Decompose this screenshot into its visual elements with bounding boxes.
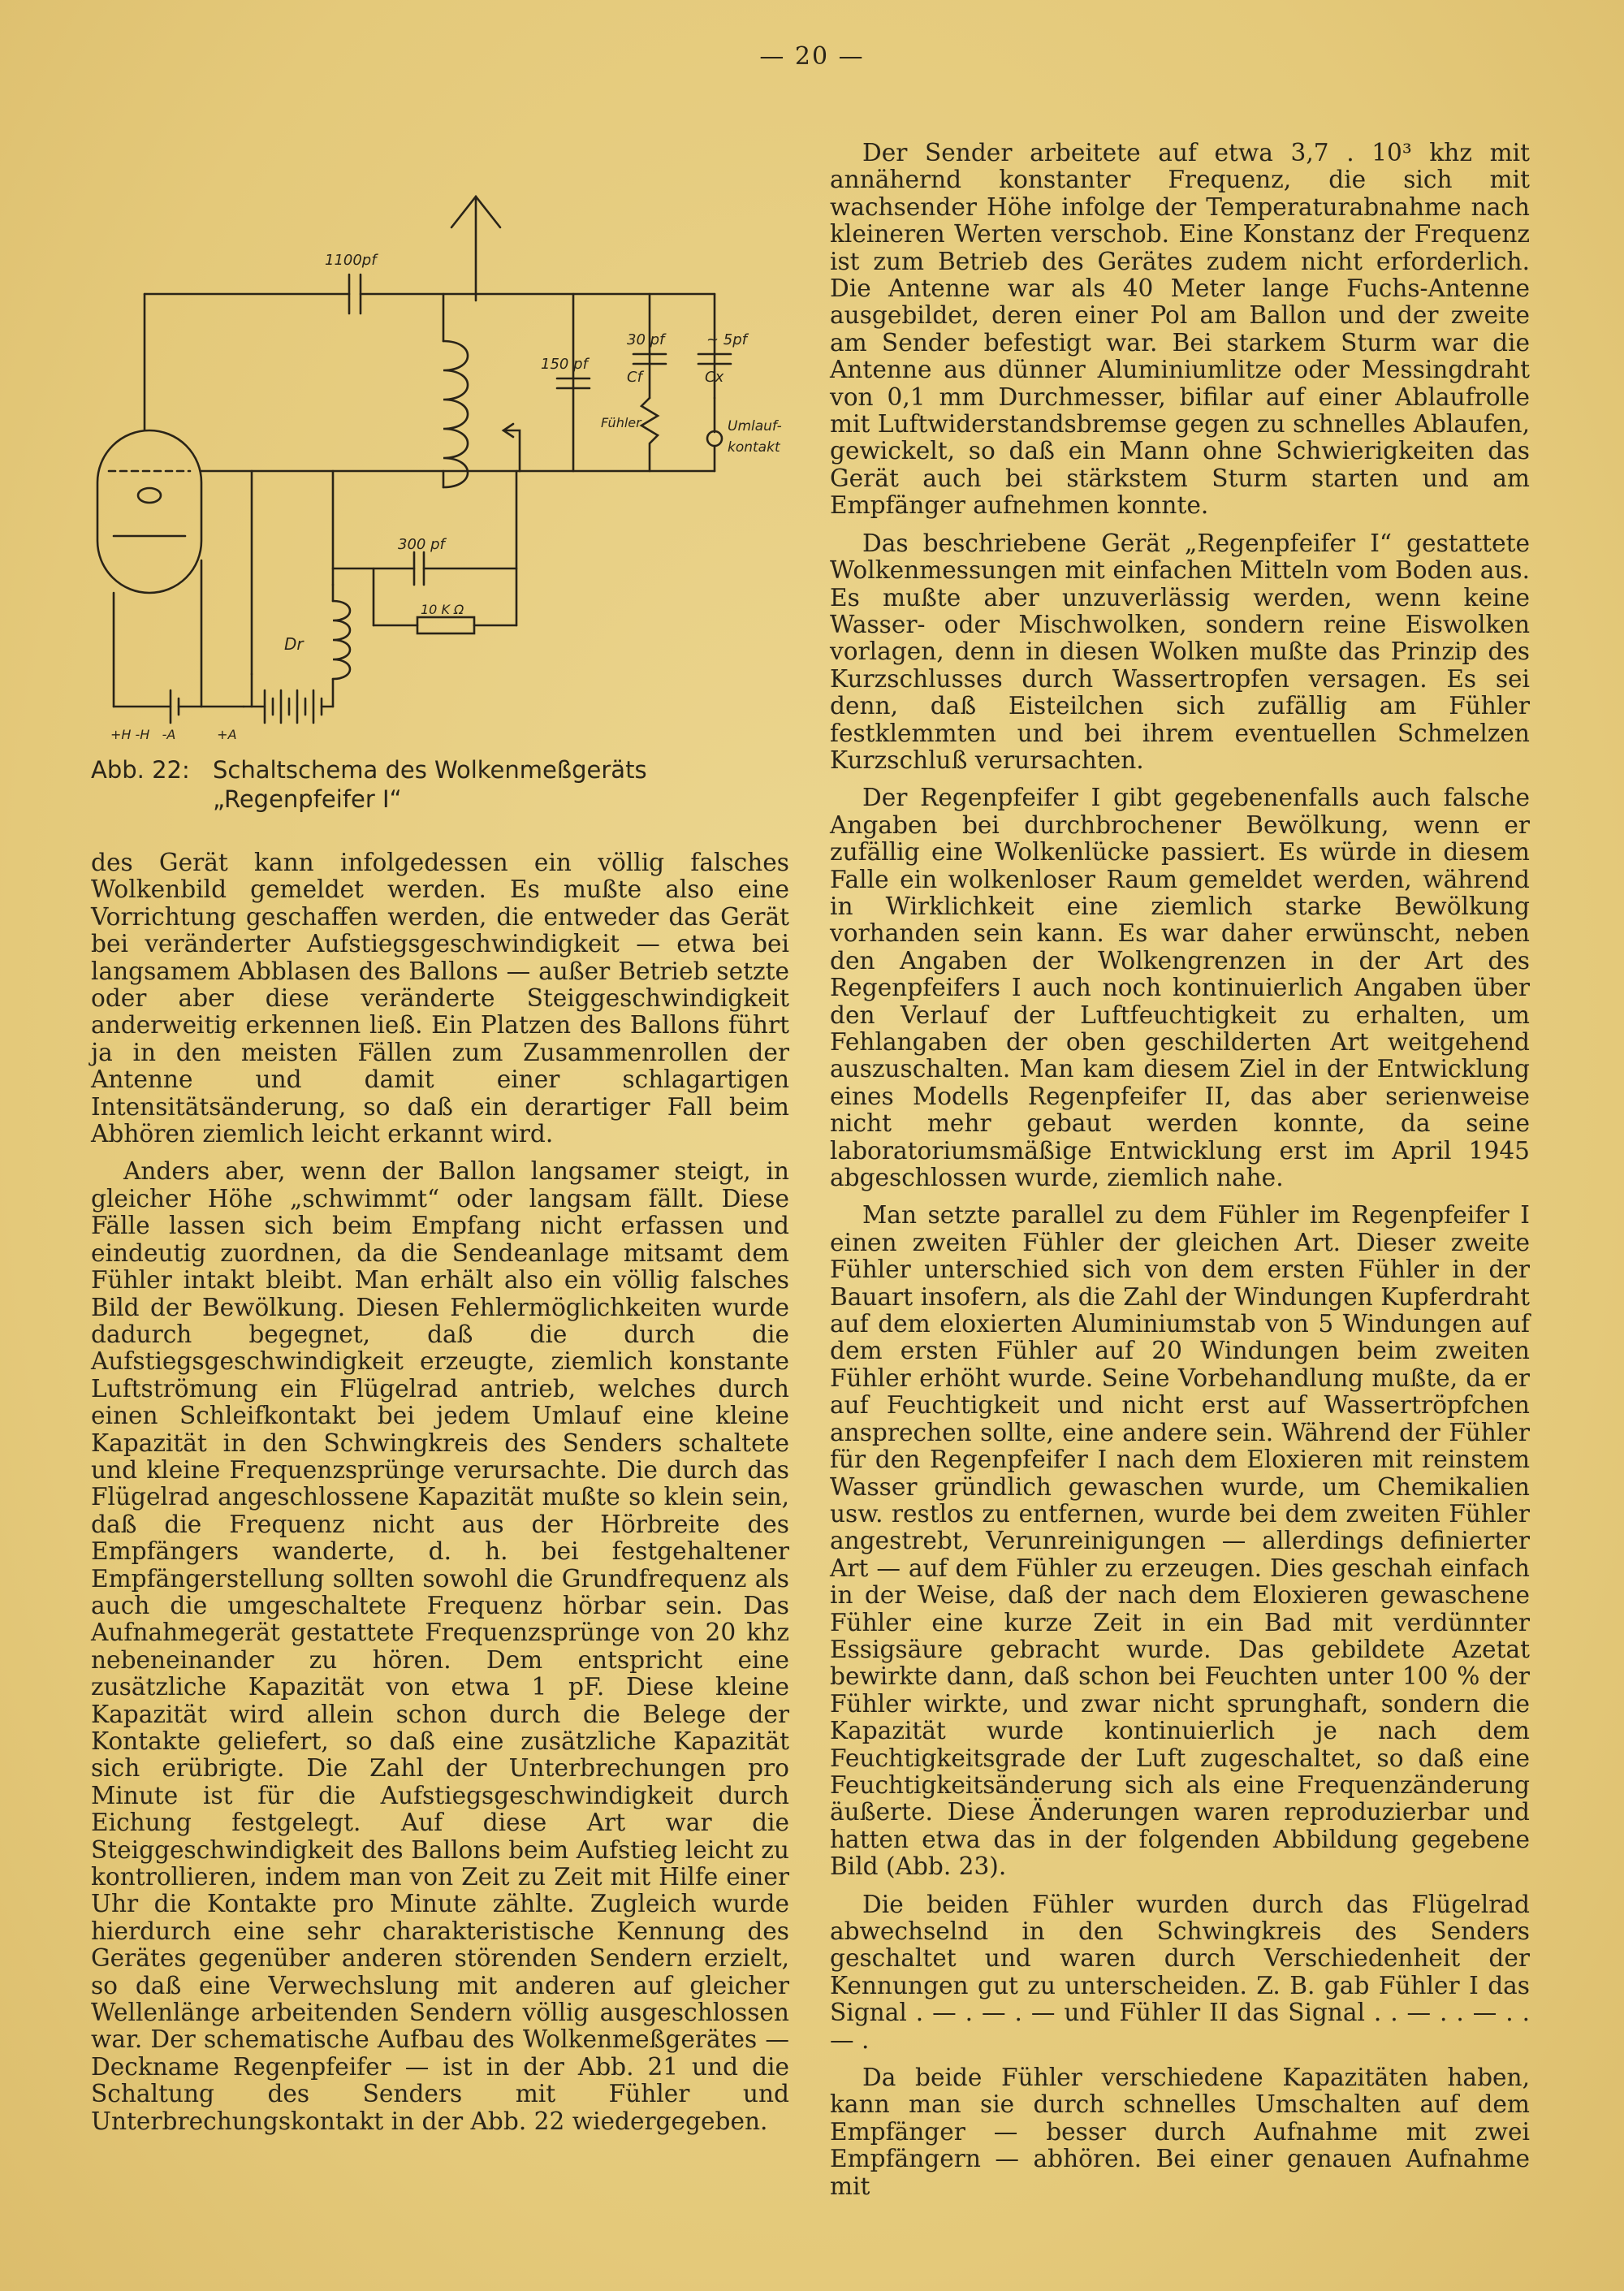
battery-cells xyxy=(265,690,322,723)
label-c-30: 30 pf xyxy=(627,331,665,348)
label-umlauf: Umlauf- xyxy=(728,418,782,434)
right-paragraph-5: Die beiden Fühler wurden durch das Flügelrad abwechselnd in den Schwingkreis des Senders geschaltet und waren durch Verschiedenheit der Kennungen gut zu unterscheiden. Z. B. gab Fühler I das Signal . — . — . — und Fühler II das Signal . . — . . — . . — . xyxy=(830,1890,1530,2054)
circuit-diagram xyxy=(81,187,796,739)
right-paragraph-4: Man setzte parallel zu dem Fühler im Regenpfeifer I einen zweiten Fühler der gleichen Art. Dieser zweite Fühler unterschied sich von dem ersten Fühler in der Bauart insofern, als die Zahl der Windungen Kupferdraht auf dem eloxierten Aluminiumstab von 5 Windungen auf dem ersten Fühler auf 20 Windungen beim zweiten Fühler erhöht wurde. Seine Vorbehandlung mußte, da er auf Feuchtigkeit und nicht erst auf Wassertröpfchen ansprechen sollte, eine andere sein. Während der Fühler für den Regenpfeifer I nach dem Eloxieren mit reinstem Wasser gründlich gewaschen wurde, um Chemikalien usw. restlos zu entfernen, wurde bei dem zweiten Fühler angestrebt, Verunreinigungen — allerdings definierter Art — auf dem Fühler zu erzeugen. Dies geschah einfach in der Weise, daß der nach dem Eloxieren gewaschene Fühler eine kurze Zeit in ein Bad mit verdünnter Essigsäure gebracht wurde. Das gebildete Azetat bewirkte dann, daß schon bei Feuchten unter 100 % der Fühler wirkte, und zwar nicht sprunghaft, sondern die Kapazität wurde kontinuierlich je nach dem Feuchtigkeitsgrade der Luft zugeschaltet, so daß eine Feuchtigkeitsänderung sich als eine Frequenzänderung äußerte. Diese Änderungen waren reproduzierbar und hatten etwa das in der folgenden Abbildung gegebene Bild (Abb. 23). xyxy=(830,1201,1530,1881)
label-c-300: 300 pf xyxy=(398,536,445,553)
circuit-svg xyxy=(81,187,796,739)
label-r-10k: 10 K Ω xyxy=(421,602,464,617)
r10k-body xyxy=(417,617,474,633)
label-terminals: +H -H -A +A xyxy=(110,727,237,739)
caption-text: Schaltschema des Wolkenmeßgeräts „Regenpfeifer I“ xyxy=(213,756,647,813)
label-kontakt: kontakt xyxy=(728,439,780,456)
contact-wheel xyxy=(707,431,722,446)
right-paragraph-2: Das beschriebene Gerät „Regenpfeifer I“ gestattete Wolkenmessungen mit einfachen Mitteln vom Boden aus. Es mußte aber unzuverlässig werden, wenn keine Wasser- oder Mischwolken, sondern reine Eiswolken vorlagen, denn in diesen Wolken mußte das Prinzip des Kurzschlusses durch Wassertropfen versagen. Es sei denn, daß Eisteilchen sich zufällig am Fühler festklemmten und bei ihrem eventuellen Schmelzen Kurzschluß verursachten. xyxy=(830,529,1530,774)
left-paragraph-1: des Gerät kann infolgedessen ein völlig falsches Wolkenbild gemeldet werden. Es mußte also eine Vorrichtung geschaffen werden, die entweder das Gerät bei veränderter Aufstiegsgeschwindigkeit — etwa bei langsamem Abblasen des Ballons — außer Betrieb setzte oder aber diese veränderte Steiggeschwindigkeit anderweitig erkennen ließ. Ein Platzen des Ballons führt ja in den meisten Fällen zum Zusammenrollen der Antenne und damit einer schlagartigen Intensitätsänderung, so daß ein derartiger Fall beim Abhören ziemlich leicht erkannt wird. xyxy=(91,849,789,1148)
label-fuehler: Fühler xyxy=(601,415,641,430)
label-c-1100: 1100pf xyxy=(325,252,377,269)
label-cx: Cx xyxy=(705,369,724,386)
label-c-150: 150 pf xyxy=(541,356,588,373)
tube-anode xyxy=(138,488,161,503)
tube xyxy=(97,430,201,593)
label-dr: Dr xyxy=(284,634,304,654)
left-column xyxy=(91,849,789,2146)
right-paragraph-3: Der Regenpfeifer I gibt gegebenenfalls auch falsche Angaben bei durchbrochener Bewölkung, wenn er zufällig eine Wolkenlücke passiert. Es würde in diesem Falle ein wolkenloser Raum gemeldet werden, während in Wirklichkeit eine ziemlich starke Bewölkung vorhanden sein kann. Es war daher erwünscht, neben den Angaben der Wolkengrenzen in der Art des Regenpfeifers I auch noch kontinuierlich Angaben über den Verlauf der Luftfeuchtigkeit zu erhalten, um Fehlangaben der oben geschilderten Art weitgehend auszuschalten. Man kam diesem Ziel in der Entwicklung eines Modells Regenpfeifer II, das aber serienweise nicht mehr gebaut werden konnte, da seine laboratoriumsmäßige Entwicklung erst im April 1945 abgeschlossen wurde, ziemlich nahe. xyxy=(830,784,1530,1192)
tank-coil xyxy=(443,341,468,487)
choke-coil xyxy=(333,601,350,679)
right-paragraph-6: Da beide Fühler verschiedene Kapazitäten haben, kann man sie durch schnelles Umschalten auf dem Empfänger — besser durch Aufnahme mit zwei Empfängern — abhören. Bei einer genauen Aufnahme mit xyxy=(830,2064,1530,2200)
label-cf: Cf xyxy=(627,369,642,386)
fuehler-resistor xyxy=(641,398,658,471)
caption-label: Abb. 22: xyxy=(91,756,190,784)
label-c-5: ~ 5pf xyxy=(706,331,748,348)
page-number: — 20 — xyxy=(759,42,865,71)
right-paragraph-1: Der Sender arbeitete auf etwa 3,7 . 10³ khz mit annähernd konstanter Frequenz, die sich mit wachsender Höhe infolge der Temperaturabnahme nach kleineren Werten verschob. Eine Konstanz der Frequenz ist zum Betrieb des Gerätes zudem nicht erforderlich. Die Antenne war als 40 Meter lange Fuchs-Antenne ausgebildet, deren einer Pol am Ballon und der zweite am Sender befestigt war. Bei starkem Sturm war die Antenne aus dünner Aluminiumlitze oder Messingdraht von 0,1 mm Durchmesser, bifilar auf einer Ablaufrolle mit Luftwiderstandsbremse gegen zu schnelles Ablaufen, gewickelt, so daß ein Mann ohne Schwierigkeiten das Gerät auch bei stärkstem Sturm starten und am Empfänger aufnehmen konnte. xyxy=(830,139,1530,520)
left-paragraph-2: Anders aber, wenn der Ballon langsamer steigt, in gleicher Höhe „schwimmt“ oder langsam fällt. Diese Fälle lassen sich beim Empfang nicht erfassen und eindeutig zuordnen, da die Sendeanlage mitsamt dem Fühler intakt bleibt. Man erhält also ein völlig falsches Bild der Bewölkung. Diesen Fehlermöglichkeiten wurde dadurch begegnet, daß die durch die Aufstiegsgeschwindigkeit erzeugte, ziemlich konstante Luftströmung ein Flügelrad antrieb, welches durch einen Schleifkontakt bei jedem Umlauf eine kleine Kapazität in den Schwingkreis des Senders schaltete und kleine Frequenzsprünge verursachte. Die durch das Flügelrad angeschlossene Kapazität mußte so klein sein, daß die Frequenz nicht aus der Hörbreite des Empfängers wanderte, d. h. bei festgehaltener Empfängerstellung sollten sowohl die Grundfrequenz als auch die umgeschaltete Frequenz hörbar sein. Das Aufnahmegerät gestattete Frequenzsprünge von 20 khz nebeneinander zu hören. Dem entspricht eine zusätzliche Kapazität von etwa 1 pF. Diese kleine Kapazität wird allein schon durch die Belege der Kontakte geliefert, so daß eine zusätzliche Kapazität sich erübrigte. Die Zahl der Unterbrechungen pro Minute ist für die Aufstiegsgeschwindigkeit durch Eichung festgelegt. Auf diese Art war die Steiggeschwindigkeit des Ballons beim Aufstieg leicht zu kontrollieren, indem man von Zeit zu Zeit mit Hilfe einer Uhr die Kontakte pro Minute zählte. Zugleich wurde hierdurch eine sehr charakteristische Kennung des Gerätes gegenüber anderen störenden Sendern erzielt, so daß eine Verwechslung mit anderen auf gleicher Wellenlänge arbeitenden Sendern völlig ausgeschlossen war. Der schematische Aufbau des Wolkenmeßgerätes — Deckname Regenpfeifer — ist in der Abb. 21 und die Schaltung des Senders mit Fühler und Unterbrechungskontakt in der Abb. 22 wiedergegeben. xyxy=(91,1157,789,2135)
right-column xyxy=(830,140,1530,2211)
figure-caption xyxy=(91,755,789,814)
